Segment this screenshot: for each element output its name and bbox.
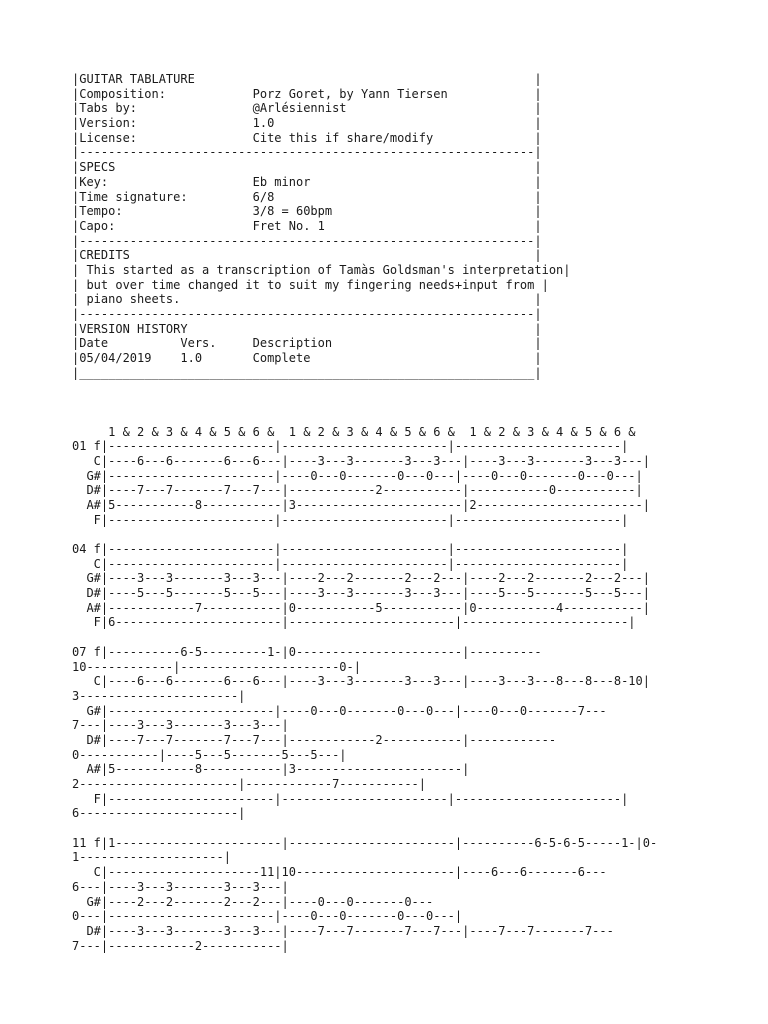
header-line: |Key: Eb minor | xyxy=(72,174,542,189)
header-line: | but over time changed it to suit my fingering needs+input from | xyxy=(72,277,549,292)
tab-line: D#|----3---3-------3---3---|----7---7-------7---7---|----7---7-------7--- xyxy=(72,923,614,938)
tab-system-04 xyxy=(72,542,752,630)
tab-line: F|-----------------------|-----------------------|-----------------------| xyxy=(72,791,629,806)
tab-line: 6---|----3---3-------3---3---| xyxy=(72,879,289,894)
tab-system-01 xyxy=(72,439,752,527)
tab-line: 11 f|1-----------------------|-----------------------|----------6-5-6-5-----1-|0- xyxy=(72,835,658,850)
tab-line: D#|----7---7-------7---7---|------------2-----------|-----------0-----------| xyxy=(72,483,643,498)
tab-line: 7---|------------2-----------| xyxy=(72,938,289,953)
tab-line: A#|5-----------8-----------|3-----------------------| xyxy=(72,762,470,777)
tab-line: G#|----3---3-------3---3---|----2---2-------2---2---|----2---2-------2---2---| xyxy=(72,571,650,586)
spacer xyxy=(72,821,752,836)
tab-line: C|----6---6-------6---6---|----3---3-------3---3---|----3---3-------3---3---| xyxy=(72,453,650,468)
tab-system-11 xyxy=(72,836,752,954)
header-line: | piano sheets. | xyxy=(72,292,542,307)
tab-line: F|-----------------------|-----------------------|-----------------------| xyxy=(72,512,629,527)
header-line: |Tabs by: @Arlésiennist | xyxy=(72,101,542,116)
tab-line: D#|----5---5-------5---5---|----3---3-------3---3---|----5---5-------5---5---| xyxy=(72,586,650,601)
tab-line: D#|----7---7-------7---7---|------------2-----------|------------ xyxy=(72,732,557,747)
header-line: |GUITAR TABLATURE | xyxy=(72,72,542,86)
header-line: |CREDITS | xyxy=(72,248,542,263)
spacer xyxy=(72,527,752,542)
tab-line: 7---|----3---3-------3---3---| xyxy=(72,718,289,733)
tab-line: 3----------------------| xyxy=(72,688,246,703)
header-line: |Time signature: 6/8 | xyxy=(72,189,542,204)
header-line: |Tempo: 3/8 = 60bpm | xyxy=(72,204,542,219)
header-line: |---------------------------------------------------------------| xyxy=(72,233,542,248)
tab-line: C|-----------------------|-----------------------|-----------------------| xyxy=(72,556,629,571)
header-line: |Capo: Fret No. 1 | xyxy=(72,218,542,233)
header-line: |Version: 1.0 | xyxy=(72,116,542,131)
header-line: |SPECS | xyxy=(72,160,542,175)
spacer xyxy=(72,380,752,395)
tab-line: 1--------------------| xyxy=(72,850,231,865)
tab-line: 2----------------------|------------7-----------| xyxy=(72,777,427,791)
tab-line: 01 f|-----------------------|-----------------------|-----------------------| xyxy=(72,439,629,454)
header-line: |---------------------------------------------------------------| xyxy=(72,145,542,160)
header-line: |---------------------------------------------------------------| xyxy=(72,307,542,321)
header-block xyxy=(72,72,752,380)
tab-line: 0---|-----------------------|----0---0-------0---0---| xyxy=(72,909,463,924)
tab-system-07 xyxy=(72,645,752,821)
tab-line: A#|5-----------8-----------|3-----------------------|2-----------------------| xyxy=(72,497,650,512)
header-line: |VERSION HISTORY | xyxy=(72,321,542,336)
tab-line: G#|-----------------------|----0---0-------0---0---|----0---0-------0---0---| xyxy=(72,468,643,483)
tab-line: 0-----------|----5---5-------5---5---| xyxy=(72,747,347,762)
spacer xyxy=(72,395,752,410)
header-line: |Date Vers. Description | xyxy=(72,336,542,351)
header-line: |05/04/2019 1.0 Complete | xyxy=(72,351,542,366)
tab-line: 07 f|----------6-5---------1-|0-----------------------|---------- xyxy=(72,644,542,659)
spacer xyxy=(72,630,752,645)
beat-header: 1 & 2 & 3 & 4 & 5 & 6 & 1 & 2 & 3 & 4 & 5 & 6 & 1 & 2 & 3 & 4 & 5 & 6 & xyxy=(72,424,636,439)
tab-line: C|---------------------11|10----------------------|----6---6-------6--- xyxy=(72,865,607,880)
header-line: |License: Cite this if share/modify | xyxy=(72,130,542,145)
tablature-document xyxy=(72,72,752,953)
tab-line: C|----6---6-------6---6---|----3---3-------3---3---|----3---3---8---8---8-10| xyxy=(72,674,650,689)
tab-line: F|6-----------------------|-----------------------|-----------------------| xyxy=(72,615,636,630)
tab-line: A#|------------7-----------|0-----------5-----------|0-----------4-----------| xyxy=(72,600,650,615)
spacer xyxy=(72,410,752,425)
tab-line: 6----------------------| xyxy=(72,806,246,821)
header-line: |Composition: Porz Goret, by Yann Tiersen | xyxy=(72,86,542,101)
header-line: |_______________________________________________________________| xyxy=(72,365,542,380)
tab-line: 04 f|-----------------------|-----------------------|-----------------------| xyxy=(72,542,629,556)
tab-line: G#|----2---2-------2---2---|----0---0-------0--- xyxy=(72,894,434,909)
tab-line: 10------------|----------------------0-| xyxy=(72,659,361,674)
header-line: | This started as a transcription of Tamàs Goldsman's interpretation| xyxy=(72,262,571,277)
tab-line: G#|-----------------------|----0---0-------0---0---|----0---0-------7--- xyxy=(72,703,607,718)
